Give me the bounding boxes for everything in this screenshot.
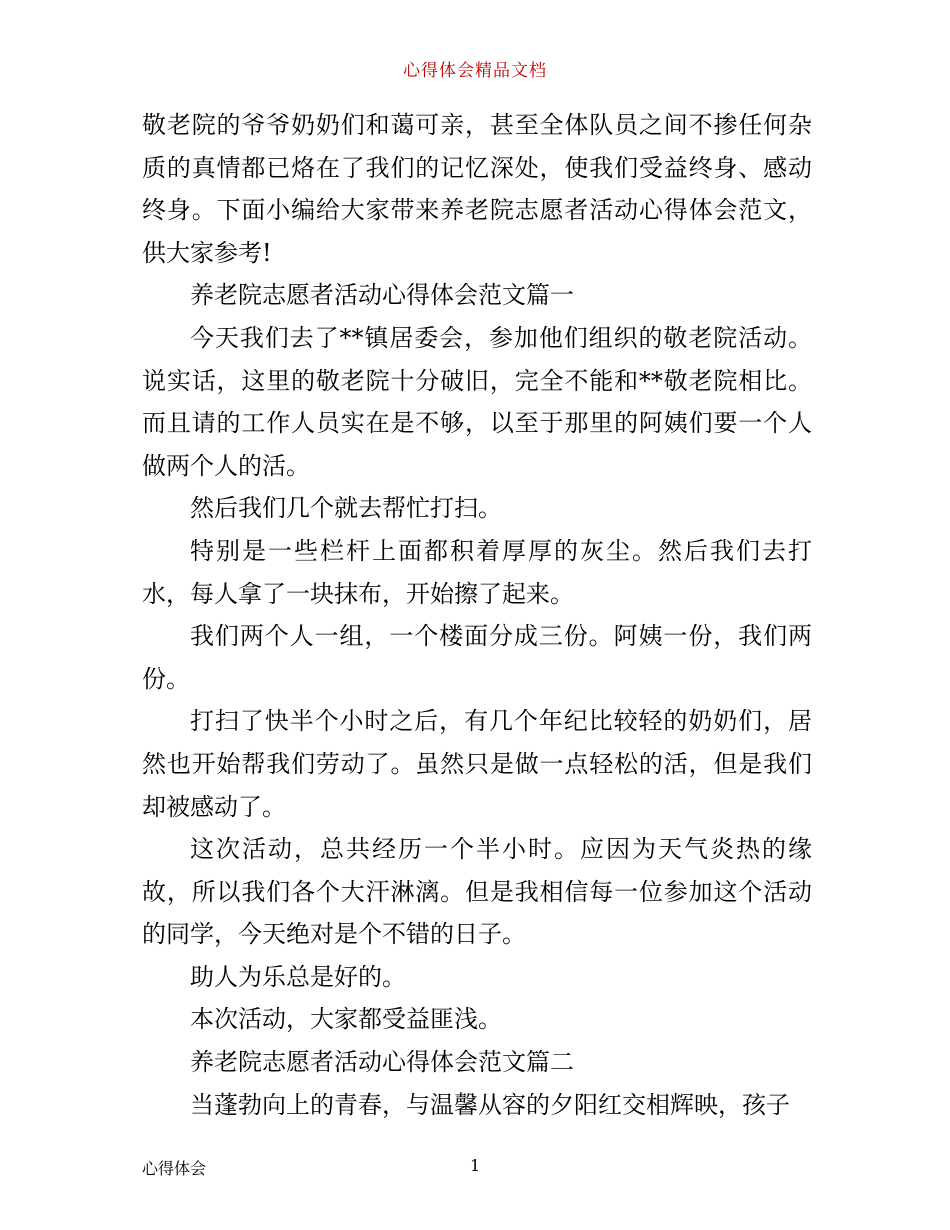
paragraph: 本次活动，大家都受益匪浅。	[190, 1005, 502, 1034]
paragraph: 助人为乐总是好的。	[190, 962, 406, 991]
page-header-title: 心得体会精品文档	[403, 61, 547, 81]
document-body	[142, 104, 812, 1126]
paragraph: 这次活动，总共经历一个半小时。应因为天气炎热的缘故，所以我们各个大汗淋漓。但是我相信每一位参加这个活动的同学，今天绝对是个不错的日子。	[142, 835, 812, 949]
paragraph: 敬老院的爷爷奶奶们和蔼可亲，甚至全体队员之间不掺任何杂质的真情都已烙在了我们的记忆深处，使我们受益终身、感动终身。下面小编给大家带来养老院志愿者活动心得体会范文，供大家参考!	[142, 111, 812, 267]
paragraph: 当蓬勃向上的青春，与温馨从容的夕阳红交相辉映，孩子	[190, 1090, 790, 1119]
section-heading: 养老院志愿者活动心得体会范文篇一	[190, 281, 574, 310]
paragraph: 今天我们去了**镇居委会，参加他们组织的敬老院活动。说实话，这里的敬老院十分破旧，完全不能和**敬老院相比。而且请的工作人员实在是不够，以至于那里的阿姨们要一个人做两个人的活。	[142, 323, 812, 480]
paragraph: 我们两个人一组，一个楼面分成三份。阿姨一份，我们两份。	[142, 622, 812, 693]
footer-label: 心得体会	[142, 1159, 207, 1178]
paragraph: 特别是一些栏杆上面都积着厚厚的灰尘。然后我们去打水，每人拿了一块抹布，开始擦了起来。	[142, 536, 812, 608]
section-heading: 养老院志愿者活动心得体会范文篇二	[190, 1048, 574, 1077]
paragraph: 打扫了快半个小时之后，有几个年纪比较轻的奶奶们，居然也开始帮我们劳动了。虽然只是做一点轻松的活，但是我们却被感动了。	[142, 707, 812, 821]
page-number: 1	[470, 1156, 481, 1175]
paragraph: 然后我们几个就去帮忙打扫。	[190, 494, 502, 523]
